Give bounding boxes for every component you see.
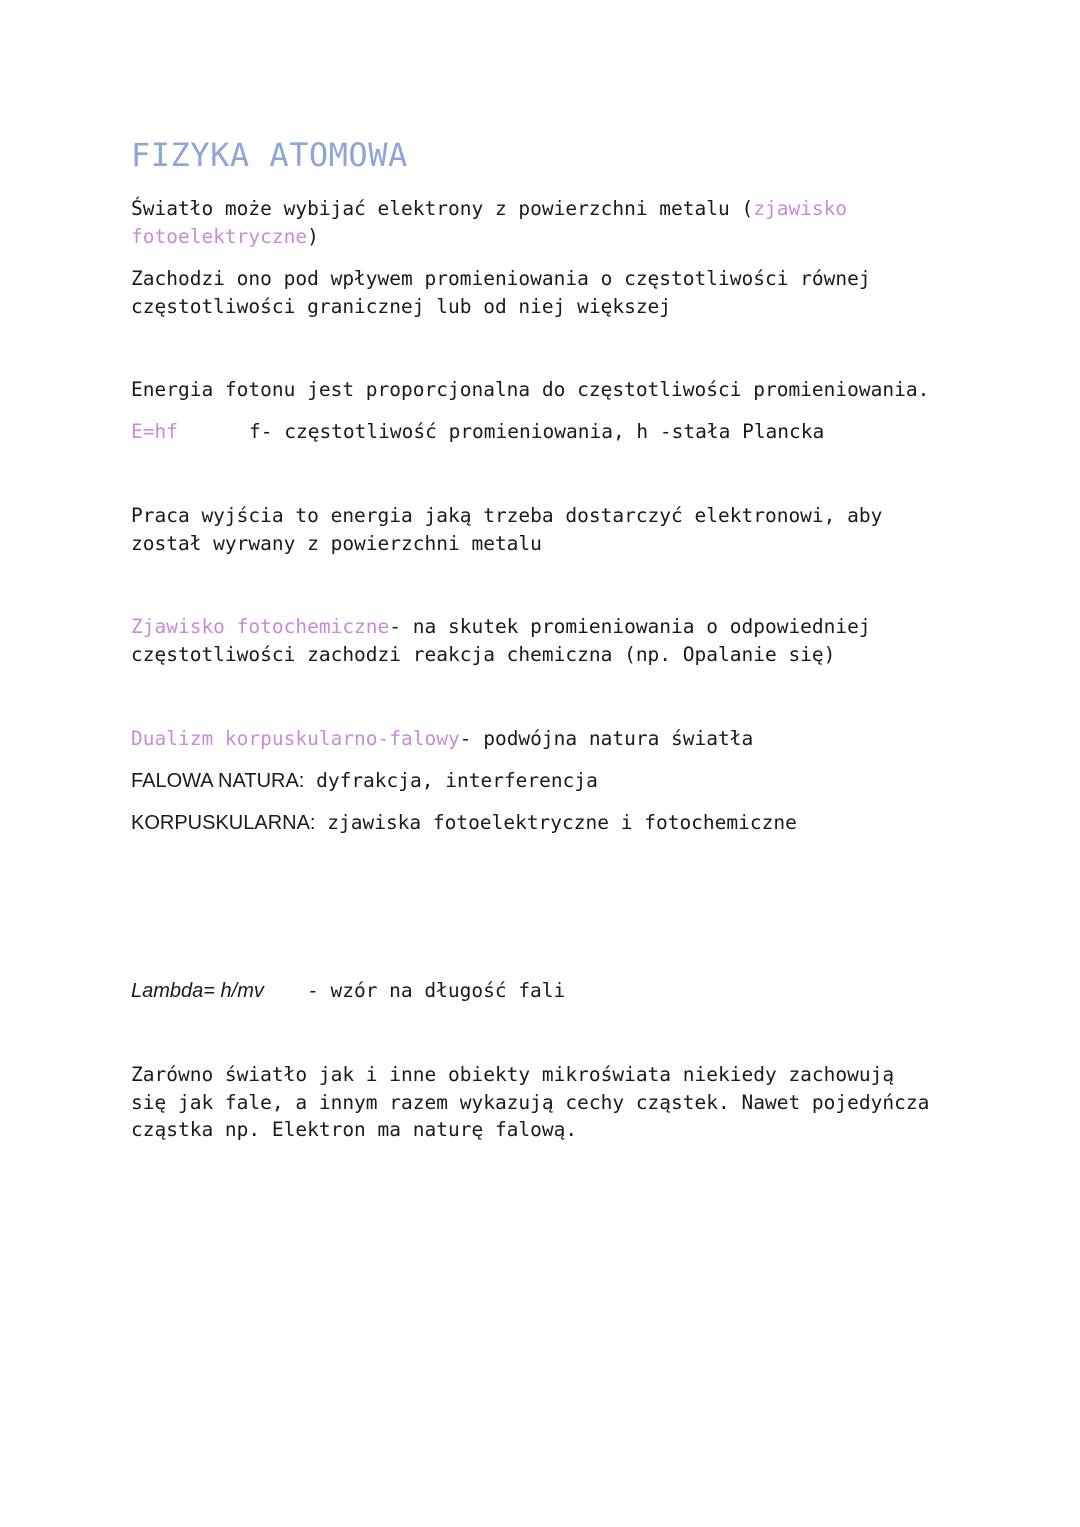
formula-planck-equation: E=hf — [131, 420, 178, 443]
p1-line1-text: Światło może wybijać elektrony z powierzchni metalu ( — [131, 197, 754, 220]
p1-line1-term: zjawisko — [753, 197, 848, 220]
p8-rest: zjawiska fotoelektryczne i fotochemiczne — [315, 811, 797, 834]
p3-line1: Energia fotonu jest proporcjonalna do częstotliwości promieniowania. — [131, 378, 930, 401]
paragraph-wave-particle-summary — [131, 1061, 929, 1144]
p5-line2: częstotliwości zachodzi reakcja chemiczna (np. Opalanie się) — [131, 642, 836, 666]
formula-de-broglie-description: - wzór na długość fali — [307, 979, 566, 1002]
p9-line3: cząstka np. Elektron ma naturę falową. — [131, 1118, 578, 1141]
paragraph-threshold — [131, 265, 871, 320]
formula-planck-description: f- częstotliwość promieniowania, h -stała Plancka — [249, 420, 825, 443]
formula-planck — [131, 418, 824, 446]
p7-rest: dyfrakcja, interferencja — [304, 769, 598, 792]
p8-label: KORPUSKULARNA: — [131, 812, 316, 834]
p2-line2: częstotliwości granicznej lub od niej większej — [131, 294, 672, 318]
formula-de-broglie — [131, 977, 565, 1006]
paragraph-photon-energy — [131, 376, 929, 404]
p9-line2: się jak fale, a innym razem wykazują cechy cząstek. Nawet pojedyńcza — [131, 1090, 930, 1114]
p4-line1: Praca wyjścia to energia jaką trzeba dostarczyć elektronowi, aby — [131, 504, 883, 527]
paragraph-photoelectric — [131, 195, 847, 250]
paragraph-wave-nature — [131, 767, 598, 796]
paragraph-photochemical — [131, 613, 871, 668]
paragraph-dualism — [131, 725, 753, 753]
p9-line1: Zarówno światło jak i inne obiekty mikroświata niekiedy zachowują — [131, 1063, 895, 1086]
p1-line2-text: ) — [307, 224, 319, 248]
p6-rest: - podwójna natura światła — [459, 727, 754, 750]
p1-line2-term: fotoelektryczne — [131, 224, 308, 248]
p2-line1: Zachodzi ono pod wpływem promieniowania o częstotliwości równej — [131, 267, 871, 290]
p5-line1-rest: - na skutek promieniowania o odpowiedniej — [389, 615, 871, 638]
formula-de-broglie-equation: Lambda= h/mv — [131, 980, 264, 1002]
p4-line2: został wyrwany z powierzchni metalu — [131, 531, 542, 555]
paragraph-work-function — [131, 502, 882, 557]
page-title: FIZYKA ATOMOWA — [131, 136, 408, 174]
p5-term: Zjawisko fotochemiczne — [131, 615, 390, 638]
p6-term: Dualizm korpuskularno-falowy — [131, 727, 460, 750]
p7-label: FALOWA NATURA: — [131, 770, 305, 792]
paragraph-corpuscular-nature — [131, 809, 797, 838]
